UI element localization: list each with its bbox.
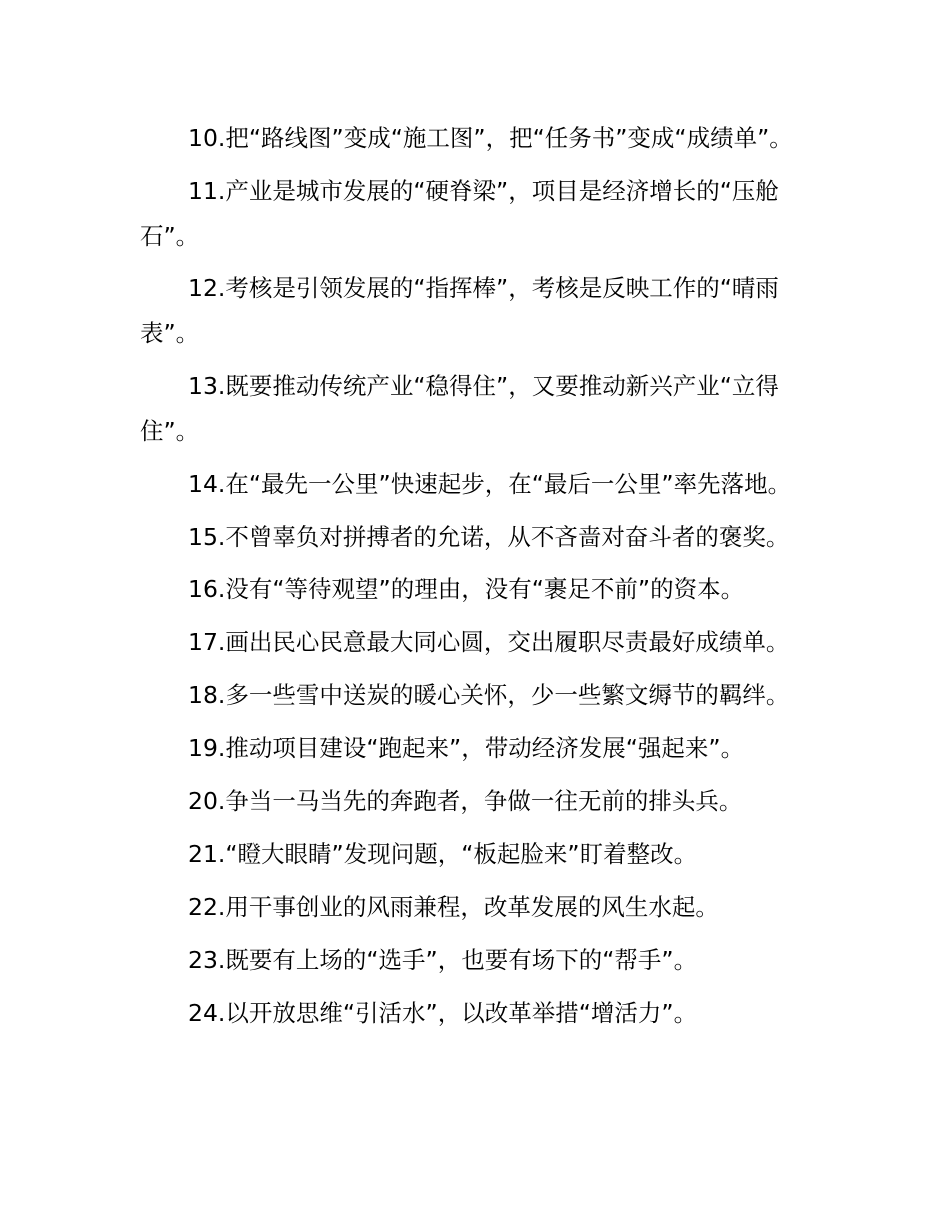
paragraph-12: 12.考核是引领发展的“指挥棒”，考核是反映工作的“晴雨表”。 [140,274,779,348]
paragraph-21: 21.“瞪大眼睛”发现问题，“板起脸来”盯着整改。 [188,839,698,868]
paragraph-19: 19.推动项目建设“跑起来”，带动经济发展“强起来”。 [188,734,745,763]
paragraph-22: 22.用干事创业的风雨兼程，改革发展的风生水起。 [188,892,719,921]
paragraph-14: 14.在“最先一公里”快速起步，在“最后一公里”率先落地。 [188,469,792,498]
paragraph-13: 13.既要推动传统产业“稳得住”，又要推动新兴产业“立得住”。 [140,372,779,445]
paragraph-11: 11.产业是城市发展的“硬脊梁”，项目是经济增长的“压舱石”。 [140,176,779,250]
paragraph-23: 23.既要有上场的“选手”，也要有场下的“帮手”。 [188,945,698,974]
paragraph-10: 10.把“路线图”变成“施工图”，把“任务书”变成“成绩单”。 [188,124,793,152]
document-body [140,116,820,1043]
paragraph-17: 17.画出民心民意最大同心圆，交出履职尽责最好成绩单。 [188,628,790,657]
paragraph-15: 15.不曾辜负对拼搏者的允诺，从不吝啬对奋斗者的褒奖。 [188,522,790,551]
paragraph-16: 16.没有“等待观望”的理由，没有“裹足不前”的资本。 [188,575,745,604]
paragraph-18: 18.多一些雪中送炭的暖心关怀，少一些繁文缛节的羁绊。 [188,681,790,710]
paragraph-24: 24.以开放思维“引活水”，以改革举措“增活力”。 [188,998,698,1027]
paragraph-20: 20.争当一马当先的奔跑者，争做一往无前的排头兵。 [188,787,743,816]
